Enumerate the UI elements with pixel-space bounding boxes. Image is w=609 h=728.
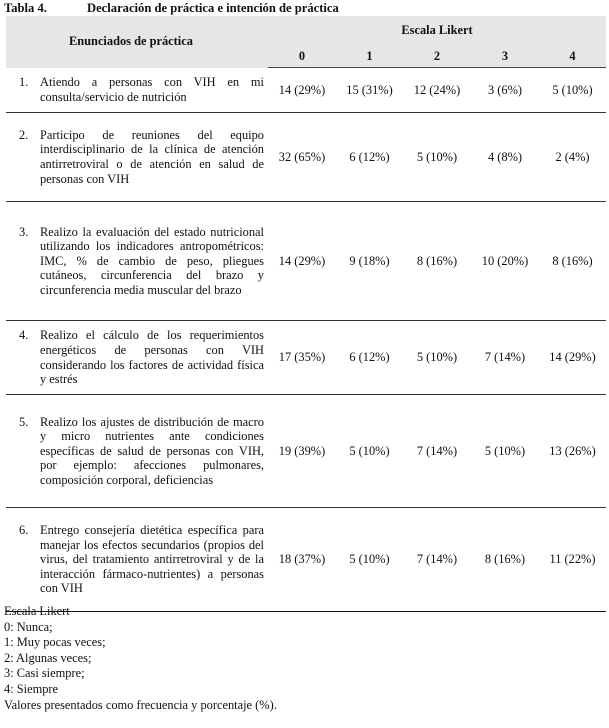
statement-number: 4. [19,328,29,343]
scale-legend-item: 0: Nunca; [4,619,53,634]
value-cell: 8 (16%) [539,202,606,321]
table-number: Tabla 4. [4,1,47,15]
value-cell: 14 (29%) [268,202,336,321]
scale-title: Escala Likert [4,604,70,618]
value-cell: 13 (26%) [539,395,606,508]
scale-legend-item: 4: Siempre [4,681,59,696]
statement-number: 6. [19,523,29,538]
value-cell: 2 (4%) [539,113,606,202]
value-cell: 7 (14%) [403,395,471,508]
practice-table [6,16,606,612]
statement-text: Realizo los ajustes de distribución de macro y micro nutrientes ante condiciones específicas de salud de personas con VIH, por ejemplo: afecciones pulmonares, composición corporal, deficiencias [40,414,264,487]
value-cell: 8 (16%) [471,508,539,612]
value-cell: 17 (35%) [268,321,336,395]
value-cell: 9 (18%) [336,202,403,321]
value-cell: 11 (22%) [539,508,606,612]
scale-legend-item: 1: Muy pocas veces; [4,635,106,650]
header-likert-scale: Escala Likert [268,16,606,45]
value-cell: 5 (10%) [539,68,606,113]
value-cell: 5 (10%) [403,321,471,395]
value-cell: 15 (31%) [336,68,403,113]
table-title: Declaración de práctica e intención de práctica [87,1,339,15]
table-notes [4,604,277,713]
statement-text: Participo de reuniones del equipo interdisciplinario de la clínica de atención antirretroviral o de atención en salud de personas con VIH [40,127,264,186]
value-cell: 3 (6%) [471,68,539,113]
table-caption [4,1,339,16]
header-statements: Enunciados de práctica [6,16,268,68]
value-cell: 5 (10%) [336,395,403,508]
statement-text: Realizo el cálculo de los requerimientos energéticos de personas con VIH considerando los factores de actividad física y estrés [40,328,264,387]
value-cell: 7 (14%) [403,508,471,612]
value-cell: 19 (39%) [268,395,336,508]
value-cell: 5 (10%) [471,395,539,508]
header-col-2: 2 [403,45,471,68]
statement-number: 5. [19,414,29,429]
footer-note: Valores presentados como frecuencia y porcentaje (%). [4,697,277,712]
value-cell: 18 (37%) [268,508,336,612]
value-cell: 8 (16%) [403,202,471,321]
table-row [6,68,606,113]
value-cell: 32 (65%) [268,113,336,202]
value-cell: 6 (12%) [336,113,403,202]
value-cell: 7 (14%) [471,321,539,395]
statement-text: Entrego consejería dietética específica para manejar los efectos secundarios (propios del virus, del tratamiento antirretroviral y de la interacción fármaco-nutrientes) a personas con VIH [40,523,264,596]
scale-legend-item: 3: Casi siempre; [4,666,85,681]
table-row [6,113,606,202]
value-cell: 5 (10%) [403,113,471,202]
table-row [6,202,606,321]
value-cell: 14 (29%) [539,321,606,395]
table-row [6,508,606,612]
header-col-0: 0 [268,45,336,68]
scale-legend-item: 2: Algunas veces; [4,650,92,665]
table-row [6,395,606,508]
value-cell: 10 (20%) [471,202,539,321]
value-cell: 4 (8%) [471,113,539,202]
statement-text: Atiendo a personas con VIH en mi consulta/servicio de nutrición [40,75,264,104]
value-cell: 6 (12%) [336,321,403,395]
value-cell: 5 (10%) [336,508,403,612]
table-row [6,321,606,395]
statement-number: 1. [19,75,29,90]
header-col-3: 3 [471,45,539,68]
value-cell: 12 (24%) [403,68,471,113]
header-col-1: 1 [336,45,403,68]
value-cell: 14 (29%) [268,68,336,113]
header-col-4: 4 [539,45,606,68]
statement-text: Realizo la evaluación del estado nutricional utilizando los indicadores antropométricos: IMC, % de cambio de peso, pliegues cutáneos, circunferencia del brazo y circunferencia media muscular del brazo [40,224,264,297]
statement-number: 3. [19,224,29,239]
statement-number: 2. [19,127,29,142]
